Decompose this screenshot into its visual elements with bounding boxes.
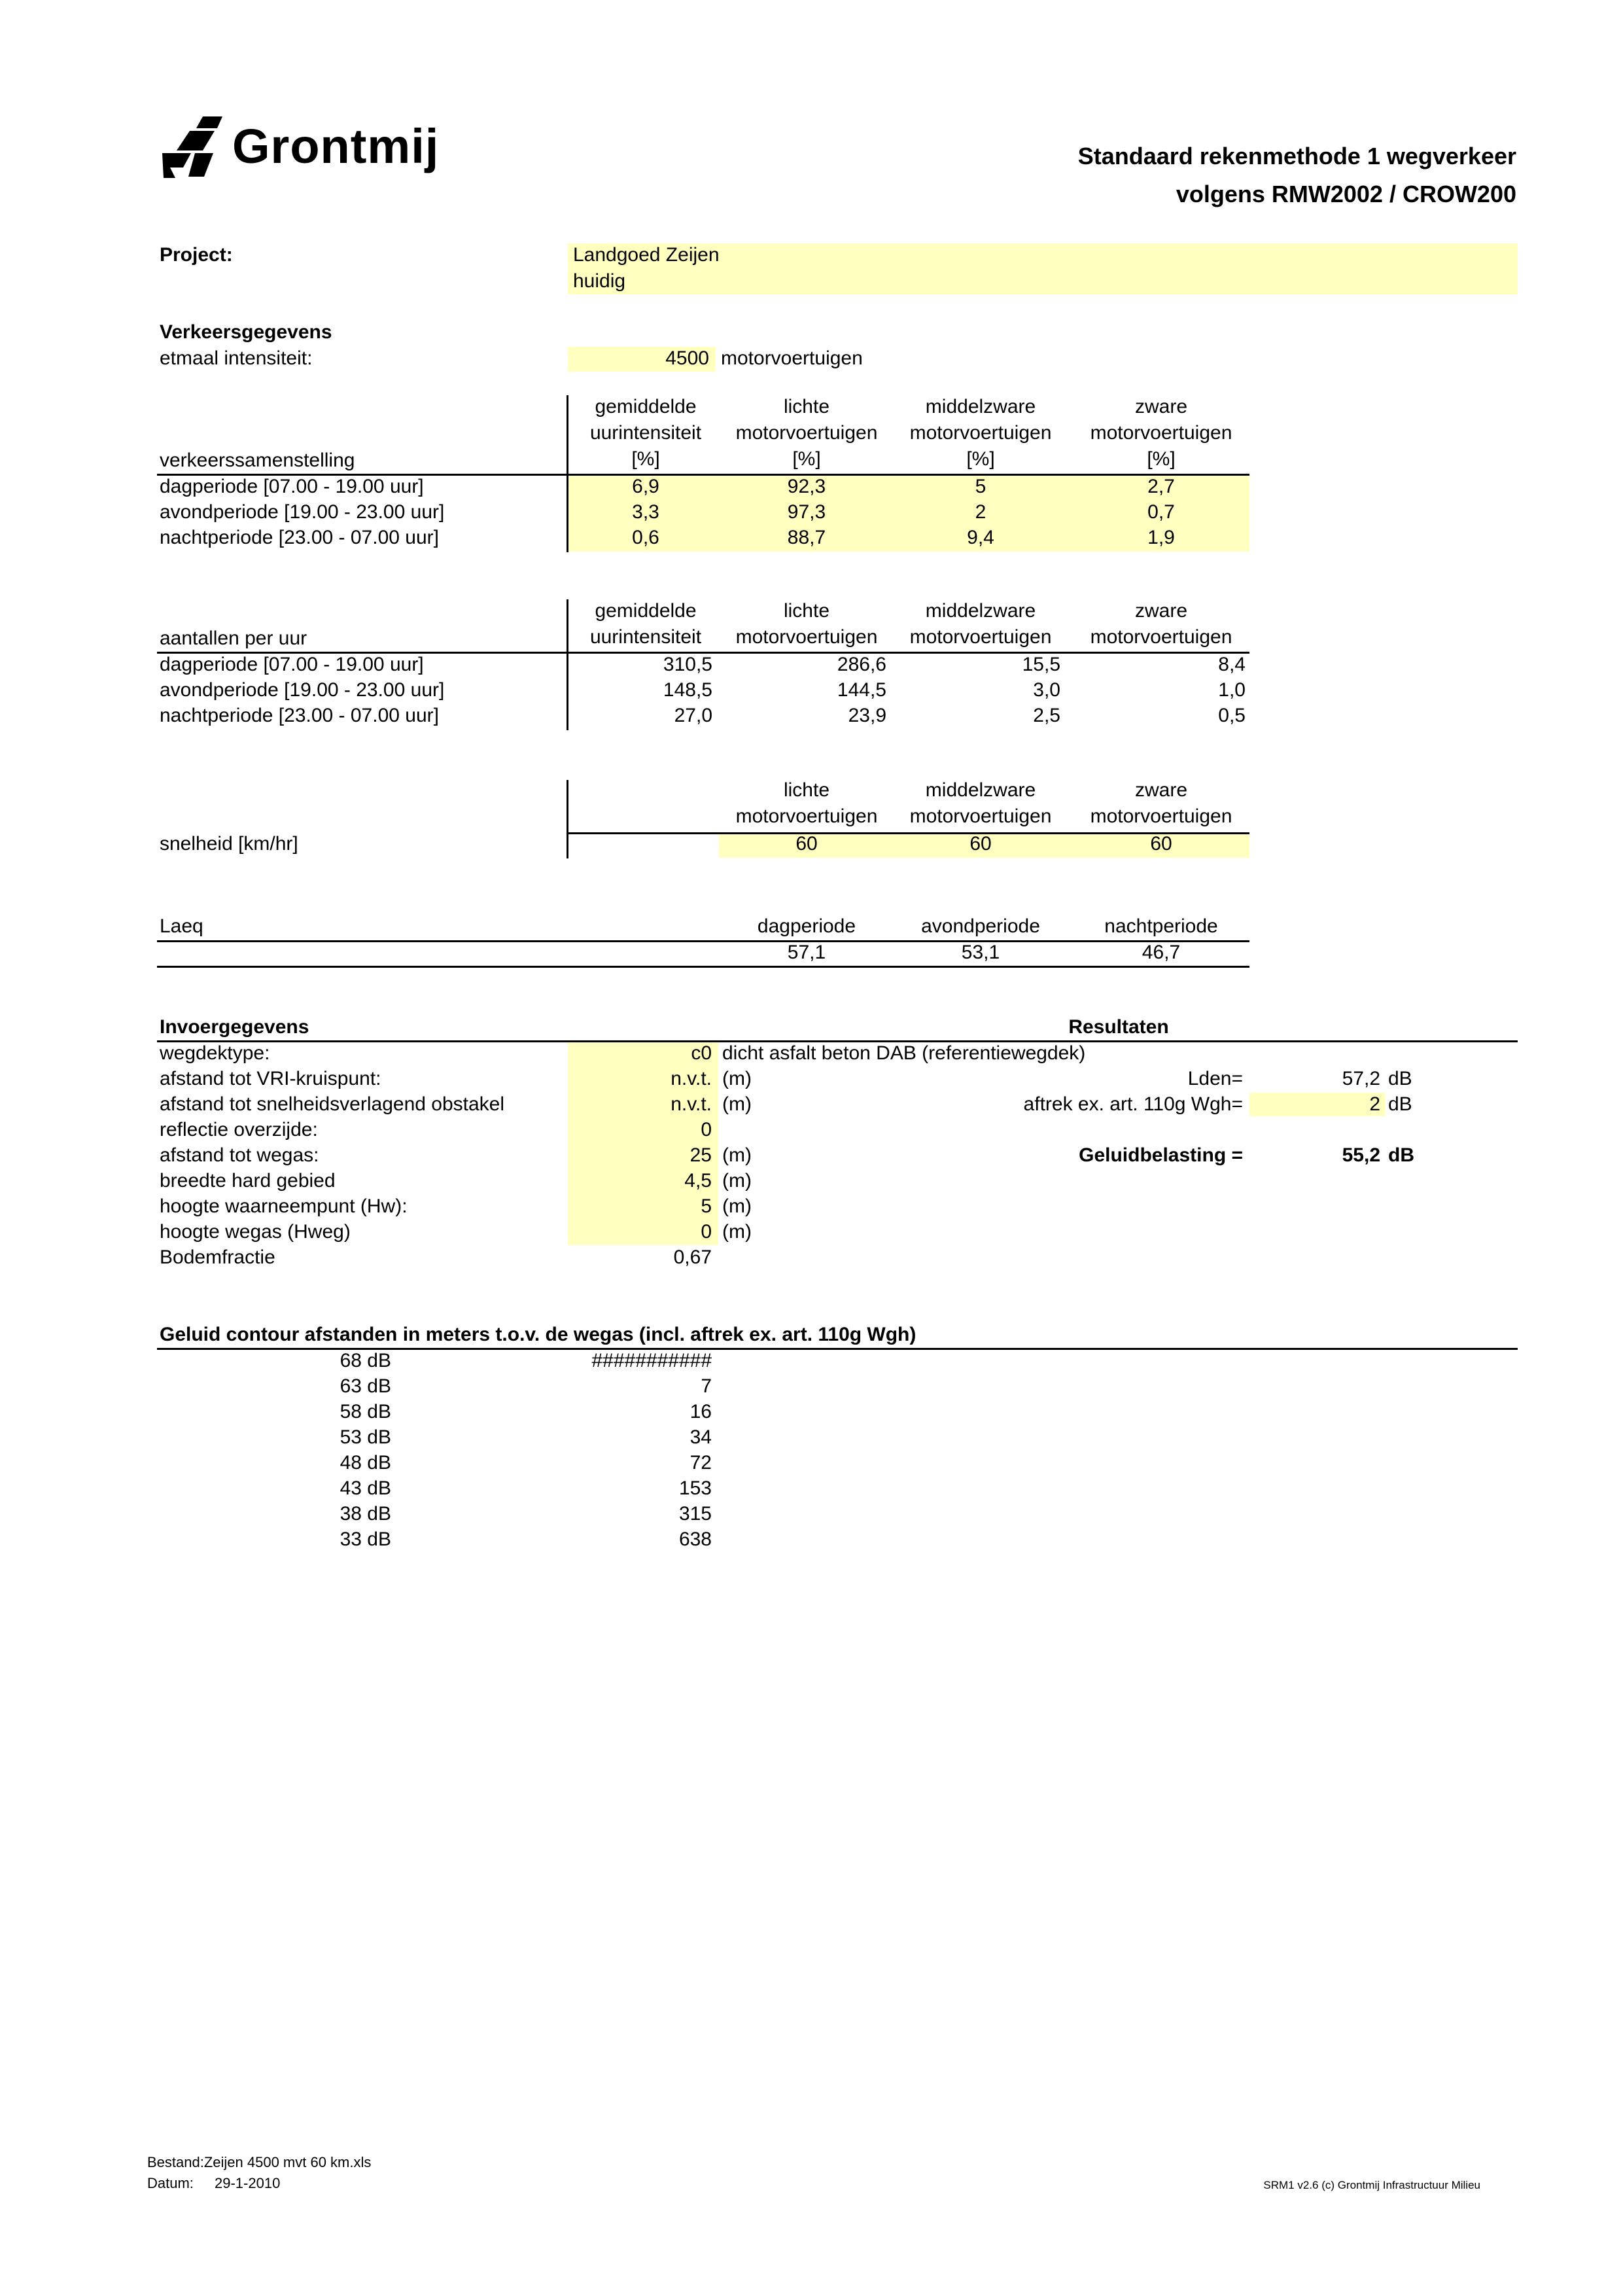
cell: 144,5	[837, 679, 886, 701]
row-label: avondperiode [19.00 - 23.00 uur]	[160, 501, 445, 523]
aftrek-unit: dB	[1388, 1093, 1412, 1115]
row-label: nachtperiode [23.00 - 07.00 uur]	[160, 705, 439, 726]
aftrek-label: aftrek ex. art. 110g Wgh=	[1023, 1093, 1243, 1115]
footer-file: Bestand:Zeijen 4500 mvt 60 km.xls	[147, 2154, 372, 2170]
speed-col-header: middelzware motorvoertuigen	[909, 779, 1052, 827]
input-unit: (m)	[722, 1093, 752, 1115]
composition-col-header: gemiddelde uurintensiteit [%]	[589, 396, 702, 470]
laeq-value: 53,1	[961, 942, 1000, 963]
contour-level: 33 dB	[340, 1528, 391, 1550]
composition-col-header: middelzware motorvoertuigen [%]	[909, 396, 1052, 470]
input-value: 0	[701, 1221, 712, 1243]
contour-level: 53 dB	[340, 1426, 391, 1448]
contour-distance: ###########	[591, 1350, 712, 1371]
input-unit: (m)	[722, 1170, 752, 1192]
cell: 2,7	[1147, 476, 1175, 497]
input-value: n.v.t.	[671, 1068, 712, 1089]
cell: 3,3	[632, 501, 659, 523]
load-unit: dB	[1388, 1144, 1414, 1166]
input-label: breedte hard gebied	[160, 1170, 336, 1192]
input-label: hoogte wegas (Hweg)	[160, 1221, 351, 1243]
composition-col-header: zware motorvoertuigen [%]	[1090, 396, 1232, 470]
grontmij-logo-icon	[157, 111, 229, 183]
contour-distance: 72	[689, 1452, 712, 1474]
contour-level: 58 dB	[340, 1401, 391, 1422]
cell: 286,6	[837, 654, 886, 675]
contour-level: 43 dB	[340, 1477, 391, 1499]
intensity-label: etmaal intensiteit:	[160, 347, 313, 369]
project-variant: huidig	[573, 270, 626, 292]
laeq-value: 57,1	[787, 942, 826, 963]
traffic-section-title: Verkeersgegevens	[160, 321, 332, 343]
load-value: 55,2	[1342, 1144, 1380, 1166]
input-label: Bodemfractie	[160, 1246, 275, 1268]
laeq-col-header: avondperiode	[921, 915, 1040, 937]
cell: 23,9	[848, 705, 886, 726]
input-label: afstand tot wegas:	[160, 1144, 319, 1166]
cell: 2	[975, 501, 986, 523]
speed-vertical-rule	[567, 780, 568, 858]
speed-col-header: lichte motorvoertuigen	[735, 779, 878, 827]
project-label: Project:	[160, 244, 233, 266]
input-value: 25	[689, 1144, 712, 1166]
brand-logo	[157, 111, 445, 183]
speed-value: 60	[1150, 833, 1172, 855]
input-value: n.v.t.	[671, 1093, 712, 1115]
cell: 8,4	[1218, 654, 1246, 675]
input-label: wegdektype:	[160, 1042, 270, 1064]
page-title-line1: Standaard rekenmethode 1 wegverkeer	[1077, 143, 1516, 169]
perhour-col-header: middelzware motorvoertuigen	[909, 600, 1052, 648]
input-value: 0	[701, 1119, 712, 1140]
speed-label: snelheid [km/hr]	[160, 833, 298, 855]
input-unit: (m)	[722, 1195, 752, 1217]
laeq-value: 46,7	[1142, 942, 1181, 963]
perhour-col-header: zware motorvoertuigen	[1090, 600, 1232, 648]
contour-distance: 16	[689, 1401, 712, 1422]
laeq-col-header: nachtperiode	[1104, 915, 1218, 937]
cell: 92,3	[787, 476, 826, 497]
lden-label: Lden=	[1187, 1068, 1243, 1089]
cell: 9,4	[967, 527, 994, 548]
cell: 310,5	[663, 654, 712, 675]
cell: 88,7	[787, 527, 826, 548]
aftrek-value: 2	[1369, 1093, 1380, 1115]
cell: 97,3	[787, 501, 826, 523]
cell: 27,0	[674, 705, 712, 726]
input-label: reflectie overzijde:	[160, 1119, 318, 1140]
cell: 5	[975, 476, 986, 497]
cell: 1,9	[1147, 527, 1175, 548]
contour-level: 38 dB	[340, 1503, 391, 1525]
composition-col-header: lichte motorvoertuigen [%]	[735, 396, 878, 470]
speed-value: 60	[969, 833, 992, 855]
contour-distance: 7	[701, 1375, 712, 1397]
contours-title: Geluid contour afstanden in meters t.o.v. de wegas (incl. aftrek ex. art. 110g Wgh)	[160, 1324, 916, 1345]
cell: 6,9	[632, 476, 659, 497]
cell: 2,5	[1033, 705, 1060, 726]
row-label: dagperiode [07.00 - 19.00 uur]	[160, 654, 424, 675]
laeq-label: Laeq	[160, 915, 203, 937]
contour-distance: 34	[689, 1426, 712, 1448]
input-label: afstand tot snelheidsverlagend obstakel	[160, 1093, 505, 1115]
lden-value: 57,2	[1342, 1068, 1380, 1089]
brand-name: Grontmij	[232, 119, 440, 173]
perhour-col-header: lichte motorvoertuigen	[735, 600, 878, 648]
input-label: hoogte waarneempunt (Hw):	[160, 1195, 408, 1217]
load-label: Geluidbelasting =	[1079, 1144, 1243, 1166]
row-label: avondperiode [19.00 - 23.00 uur]	[160, 679, 445, 701]
perhour-col-header: gemiddelde uurintensiteit	[589, 600, 702, 648]
cell: 1,0	[1218, 679, 1246, 701]
cell: 15,5	[1022, 654, 1060, 675]
laeq-col-header: dagperiode	[757, 915, 856, 937]
row-label: nachtperiode [23.00 - 07.00 uur]	[160, 527, 439, 548]
contour-level: 63 dB	[340, 1375, 391, 1397]
contour-distance: 153	[678, 1477, 712, 1499]
contour-level: 48 dB	[340, 1452, 391, 1474]
input-value: 5	[701, 1195, 712, 1217]
contour-distance: 315	[678, 1503, 712, 1525]
footer-copyright: SRM1 v2.6 (c) Grontmij Infrastructuur Milieu	[1263, 2179, 1480, 2191]
composition-row-header: verkeerssamenstelling	[160, 450, 355, 471]
footer-date-value: 29-1-2010	[215, 2175, 281, 2191]
contour-distance: 638	[678, 1528, 712, 1550]
page-title-line2: volgens RMW2002 / CROW200	[1176, 181, 1516, 207]
speed-col-header: zware motorvoertuigen	[1090, 779, 1232, 827]
cell: 0,5	[1218, 705, 1246, 726]
contour-level: 68 dB	[340, 1350, 391, 1371]
footer-date-label: Datum:	[147, 2175, 194, 2191]
input-unit: (m)	[722, 1144, 752, 1166]
intensity-value: 4500	[665, 347, 709, 369]
input-unit: dicht asfalt beton DAB (referentiewegdek)	[722, 1042, 1086, 1064]
input-unit: (m)	[722, 1221, 752, 1243]
input-value: 4,5	[684, 1170, 712, 1192]
laeq-bottom-rule	[157, 966, 1249, 968]
project-name: Landgoed Zeijen	[573, 244, 720, 266]
intensity-unit: motorvoertuigen	[721, 347, 863, 369]
cell: 0,7	[1147, 501, 1175, 523]
results-section-title: Resultaten	[1068, 1016, 1169, 1038]
input-section-title: Invoergegevens	[160, 1016, 309, 1038]
speed-value: 60	[795, 833, 818, 855]
input-unit: (m)	[722, 1068, 752, 1089]
lden-unit: dB	[1388, 1068, 1412, 1089]
input-value: c0	[691, 1042, 712, 1064]
input-label: afstand tot VRI-kruispunt:	[160, 1068, 381, 1089]
cell: 0,6	[632, 527, 659, 548]
cell: 3,0	[1033, 679, 1060, 701]
perhour-row-header: aantallen per uur	[160, 627, 307, 649]
cell: 148,5	[663, 679, 712, 701]
row-label: dagperiode [07.00 - 19.00 uur]	[160, 476, 424, 497]
input-value: 0,67	[673, 1246, 712, 1268]
